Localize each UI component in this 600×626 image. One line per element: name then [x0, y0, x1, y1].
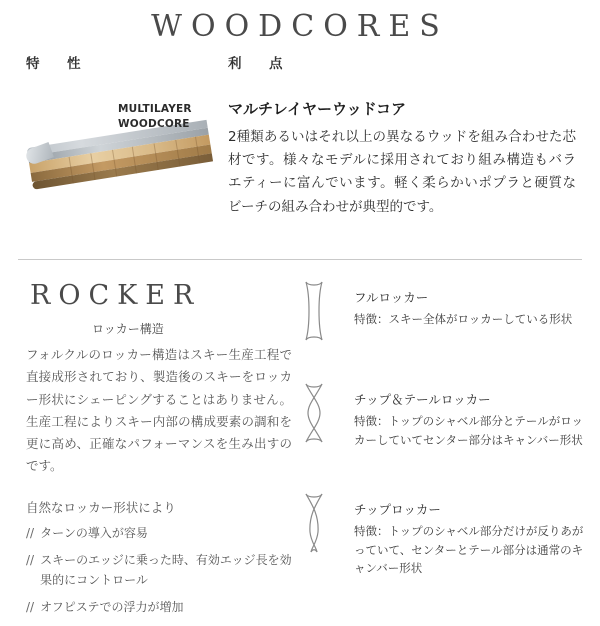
section-divider [18, 259, 582, 260]
woodcores-section [0, 0, 600, 253]
woodcore-paragraph: 2種類あるいはそれ以上の異なるウッドを組み合わせた芯材です。様々なモデルに採用されており組み構造もバラエティーに富んでいます。軽く柔らかいポプラと硬質なビーチの組み合わせが典型的です。 [228, 129, 576, 215]
rocker-type-full [286, 280, 586, 342]
bullet-text: スキーのエッジに乗った時、有効エッジ長を効果的にコントロール [40, 553, 292, 587]
woodcore-label-line1: MULTILAYER [118, 103, 192, 115]
rocker-bullet-list [26, 524, 298, 626]
tip-tail-rocker-figure-icon [286, 382, 342, 444]
woodcores-description-block [228, 98, 576, 219]
woodcore-heading: マルチレイヤーウッドコア [228, 100, 407, 118]
column-header-characteristics: 特 性 [26, 56, 88, 72]
rocker-bullets-heading: 自然なロッカー形状により [26, 500, 176, 515]
list-item [26, 551, 298, 590]
tip-rocker-figure-icon [286, 492, 342, 554]
woodcores-body [0, 78, 600, 253]
rocker-type-name: チップロッカー [354, 502, 441, 517]
multilayer-woodcore-image [30, 120, 212, 216]
page-title: WOODCORES [151, 9, 449, 44]
column-header-benefits: 利 点 [228, 56, 290, 72]
bullet-mark-icon: // [26, 600, 35, 615]
multilayer-woodcore-label [118, 102, 226, 132]
rocker-type-tip [286, 492, 586, 578]
rocker-title: ROCKER [30, 280, 202, 311]
rocker-subtitle: ロッカー構造 [92, 322, 164, 336]
list-item [26, 524, 298, 543]
bullet-mark-icon: // [26, 526, 35, 540]
rocker-type-description: 特徴：スキー全体がロッカーしている形状 [354, 312, 573, 326]
bullet-mark-icon: // [26, 553, 35, 568]
rocker-type-description: 特徴：トップのシャベル部分だけが反りあがっていて、センターとテール部分は通常のキャンバー形状 [354, 524, 584, 576]
rocker-type-description: 特徴：トップのシャベル部分とテールがロッカーしていてセンター部分はキャンバー形状 [354, 414, 583, 447]
rocker-paragraph: フォルクルのロッカー構造はスキー生産工程で直接成形されており、製造後のスキーをロッカー形状にシェーピングすることはありません。生産工程によりスキー内部の構成要素の調和を更に高め、正確なパフォーマンスを生み出すのです。 [26, 347, 292, 474]
bullet-text: ターンの導入が容易 [40, 526, 148, 540]
rocker-type-name: フルロッカー [354, 290, 429, 305]
full-rocker-figure-icon [286, 280, 342, 342]
bullet-text: オフピステでの浮力が増加 [40, 600, 184, 615]
list-item [26, 598, 298, 617]
rocker-section [0, 276, 600, 615]
rocker-type-name: チップ＆テールロッカー [354, 392, 491, 407]
column-headers [0, 48, 600, 78]
woodcore-label-line2: WOODCORE [118, 118, 190, 131]
rocker-type-tip-tail [286, 382, 586, 449]
